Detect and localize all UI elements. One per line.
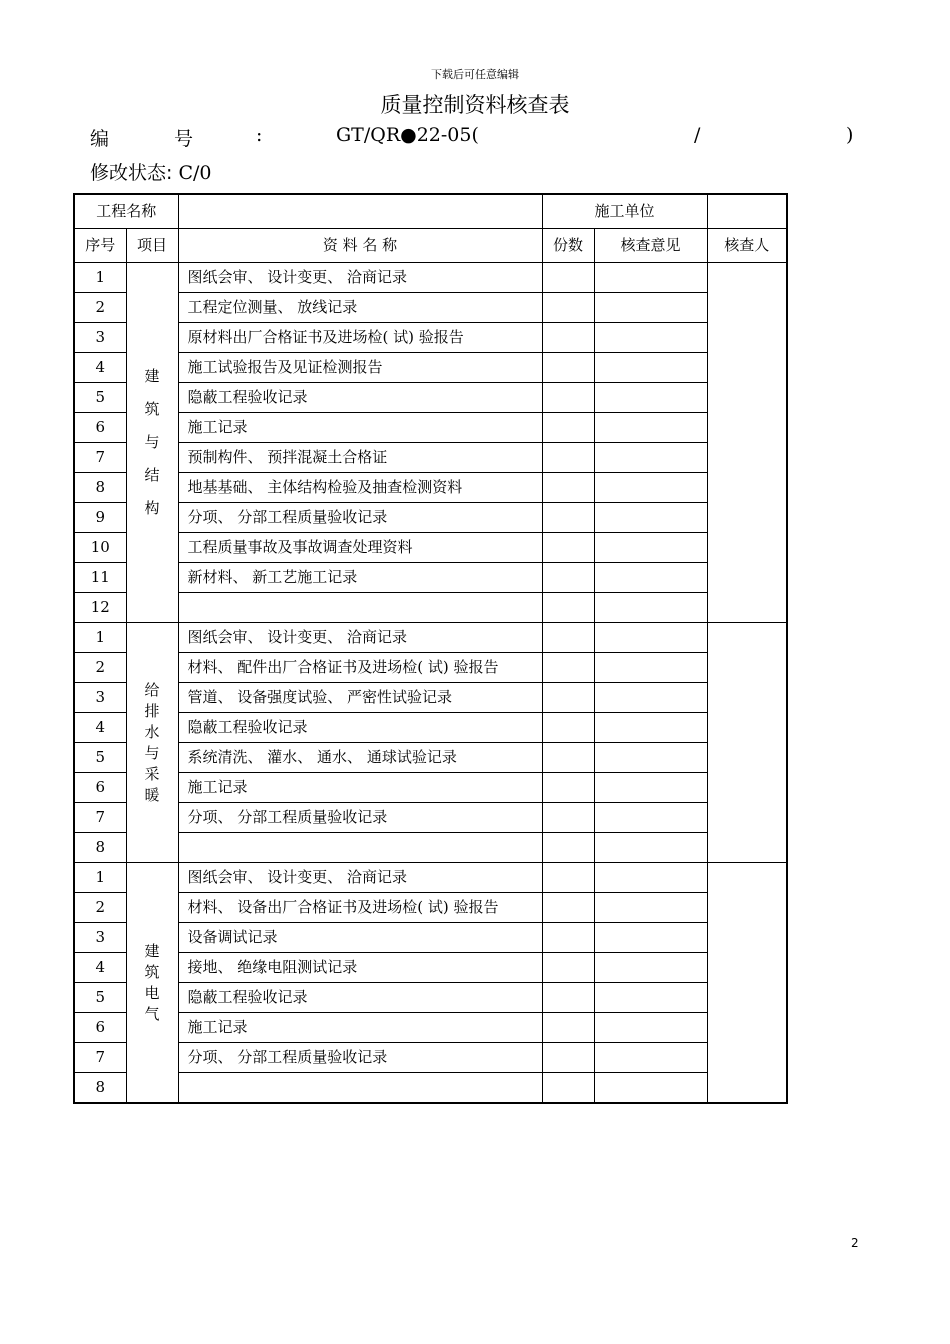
opinion-cell[interactable]: [594, 593, 707, 623]
row-number: 2: [74, 893, 126, 923]
row-number: 5: [74, 383, 126, 413]
row-number: 3: [74, 683, 126, 713]
category-char: 采: [144, 764, 160, 783]
revision-value: C/0: [178, 162, 212, 184]
opinion-cell[interactable]: [594, 1073, 707, 1104]
row-number: 4: [74, 353, 126, 383]
copies-cell[interactable]: [542, 683, 594, 713]
copies-cell[interactable]: [542, 533, 594, 563]
opinion-cell[interactable]: [594, 713, 707, 743]
code-slash: /: [694, 124, 701, 146]
row-number: 7: [74, 803, 126, 833]
row-number: 1: [74, 863, 126, 893]
code-colon: :: [256, 124, 263, 146]
document-name: 分项、 分部工程质量验收记录: [178, 803, 542, 833]
project-name-label: 工程名称: [74, 194, 178, 229]
copies-cell[interactable]: [542, 923, 594, 953]
table-row: [74, 803, 787, 833]
column-header-row: [74, 229, 787, 263]
table-row: [74, 623, 787, 653]
checker-cell[interactable]: [707, 863, 787, 1104]
table-row: [74, 863, 787, 893]
category-char: 与: [144, 433, 160, 451]
copies-cell[interactable]: [542, 473, 594, 503]
col-checker-header: 核查人: [707, 229, 787, 263]
opinion-cell[interactable]: [594, 533, 707, 563]
document-name: 材料、 设备出厂合格证书及进场检( 试) 验报告: [178, 893, 542, 923]
category-cell: [126, 623, 178, 863]
copies-cell[interactable]: [542, 1043, 594, 1073]
col-doc-name-header: 资 料 名 称: [178, 229, 542, 263]
col-opinion-header: 核查意见: [594, 229, 707, 263]
row-number: 5: [74, 743, 126, 773]
table-row: [74, 1043, 787, 1073]
opinion-cell[interactable]: [594, 803, 707, 833]
category-char: 与: [144, 743, 160, 762]
code-row: [90, 124, 860, 150]
copies-cell[interactable]: [542, 383, 594, 413]
document-name: 施工试验报告及见证检测报告: [178, 353, 542, 383]
table-row: [74, 1073, 787, 1104]
category-char: 筑: [144, 400, 160, 418]
table-row: [74, 473, 787, 503]
document-name: 接地、 绝缘电阻测试记录: [178, 953, 542, 983]
row-number: 7: [74, 443, 126, 473]
row-number: 3: [74, 323, 126, 353]
document-name: 地基基础、 主体结构检验及抽查检测资料: [178, 473, 542, 503]
copies-cell[interactable]: [542, 263, 594, 293]
row-number: 1: [74, 263, 126, 293]
row-number: 5: [74, 983, 126, 1013]
opinion-cell[interactable]: [594, 443, 707, 473]
copies-cell[interactable]: [542, 563, 594, 593]
opinion-cell[interactable]: [594, 953, 707, 983]
table-row: [74, 983, 787, 1013]
row-number: 7: [74, 1043, 126, 1073]
code-value: GT/QR●22-05(: [336, 124, 479, 146]
opinion-cell[interactable]: [594, 503, 707, 533]
table-row: [74, 953, 787, 983]
col-seq-header: 序号: [74, 229, 126, 263]
table-row: [74, 1013, 787, 1043]
col-item-header: 项目: [126, 229, 178, 263]
project-row: [74, 194, 787, 229]
category-char: 建: [144, 941, 160, 960]
document-name: 图纸会审、 设计变更、 洽商记录: [178, 263, 542, 293]
document-name: 原材料出厂合格证书及进场检( 试) 验报告: [178, 323, 542, 353]
code-label-1: 编: [90, 128, 110, 150]
copies-cell[interactable]: [542, 503, 594, 533]
table-row: [74, 713, 787, 743]
copies-cell[interactable]: [542, 623, 594, 653]
table-row: [74, 563, 787, 593]
check-table: [73, 193, 788, 1104]
copies-cell[interactable]: [542, 893, 594, 923]
checker-cell[interactable]: [707, 263, 787, 623]
document-name: 分项、 分部工程质量验收记录: [178, 503, 542, 533]
category-char: 气: [144, 1004, 160, 1023]
top-note: 下载后可任意编辑: [431, 68, 519, 81]
table-row: [74, 923, 787, 953]
opinion-cell[interactable]: [594, 353, 707, 383]
opinion-cell[interactable]: [594, 773, 707, 803]
document-name: 设备调试记录: [178, 923, 542, 953]
table-row: [74, 743, 787, 773]
row-number: 4: [74, 713, 126, 743]
construction-unit-value[interactable]: [707, 194, 787, 229]
opinion-cell[interactable]: [594, 653, 707, 683]
category-char: 筑: [144, 962, 160, 981]
copies-cell[interactable]: [542, 863, 594, 893]
row-number: 2: [74, 653, 126, 683]
copies-cell[interactable]: [542, 353, 594, 383]
document-name: 工程定位测量、 放线记录: [178, 293, 542, 323]
document-name: 施工记录: [178, 1013, 542, 1043]
row-number: 3: [74, 923, 126, 953]
page-title: 质量控制资料核查表: [380, 93, 570, 117]
row-number: 11: [74, 563, 126, 593]
opinion-cell[interactable]: [594, 293, 707, 323]
document-name: 预制构件、 预拌混凝土合格证: [178, 443, 542, 473]
document-name: 隐蔽工程验收记录: [178, 383, 542, 413]
copies-cell[interactable]: [542, 803, 594, 833]
col-copies-header: 份数: [542, 229, 594, 263]
row-number: 9: [74, 503, 126, 533]
opinion-cell[interactable]: [594, 263, 707, 293]
opinion-cell[interactable]: [594, 413, 707, 443]
table-row: [74, 413, 787, 443]
copies-cell[interactable]: [542, 953, 594, 983]
document-name: 图纸会审、 设计变更、 洽商记录: [178, 863, 542, 893]
category-char: 给: [144, 680, 160, 699]
document-name: 系统清洗、 灌水、 通水、 通球试验记录: [178, 743, 542, 773]
category-char: 构: [144, 499, 160, 517]
copies-cell[interactable]: [542, 323, 594, 353]
row-number: 10: [74, 533, 126, 563]
opinion-cell[interactable]: [594, 623, 707, 653]
page-number: 2: [851, 1236, 859, 1250]
document-name: 隐蔽工程验收记录: [178, 713, 542, 743]
copies-cell[interactable]: [542, 983, 594, 1013]
opinion-cell[interactable]: [594, 473, 707, 503]
document-name: 管道、 设备强度试验、 严密性试验记录: [178, 683, 542, 713]
opinion-cell[interactable]: [594, 893, 707, 923]
category-char: 结: [144, 466, 160, 484]
table-row: [74, 683, 787, 713]
revision-row: [90, 158, 211, 185]
table-row: [74, 353, 787, 383]
category-char: 建: [144, 367, 160, 385]
document-name: 施工记录: [178, 773, 542, 803]
row-number: 8: [74, 1073, 126, 1104]
opinion-cell[interactable]: [594, 983, 707, 1013]
table-row: [74, 503, 787, 533]
table-row: [74, 263, 787, 293]
table-row: [74, 773, 787, 803]
document-name: 分项、 分部工程质量验收记录: [178, 1043, 542, 1073]
row-number: 1: [74, 623, 126, 653]
row-number: 8: [74, 473, 126, 503]
document-name: [178, 833, 542, 863]
opinion-cell[interactable]: [594, 863, 707, 893]
code-label-2: 号: [174, 128, 194, 150]
table-row: [74, 443, 787, 473]
table-row: [74, 833, 787, 863]
opinion-cell[interactable]: [594, 1043, 707, 1073]
opinion-cell[interactable]: [594, 1013, 707, 1043]
table-row: [74, 323, 787, 353]
document-name: 工程质量事故及事故调查处理资料: [178, 533, 542, 563]
document-name: 新材料、 新工艺施工记录: [178, 563, 542, 593]
category-char: 暖: [144, 785, 160, 804]
table-row: [74, 293, 787, 323]
copies-cell[interactable]: [542, 593, 594, 623]
document-name: 材料、 配件出厂合格证书及进场检( 试) 验报告: [178, 653, 542, 683]
opinion-cell[interactable]: [594, 323, 707, 353]
opinion-cell[interactable]: [594, 833, 707, 863]
row-number: 6: [74, 1013, 126, 1043]
row-number: 12: [74, 593, 126, 623]
row-number: 2: [74, 293, 126, 323]
document-name: 施工记录: [178, 413, 542, 443]
checker-cell[interactable]: [707, 623, 787, 863]
row-number: 8: [74, 833, 126, 863]
opinion-cell[interactable]: [594, 563, 707, 593]
construction-unit-label: 施工单位: [542, 194, 707, 229]
copies-cell[interactable]: [542, 413, 594, 443]
row-number: 6: [74, 413, 126, 443]
copies-cell[interactable]: [542, 443, 594, 473]
copies-cell[interactable]: [542, 773, 594, 803]
table-row: [74, 893, 787, 923]
table-row: [74, 593, 787, 623]
copies-cell[interactable]: [542, 653, 594, 683]
row-number: 6: [74, 773, 126, 803]
opinion-cell[interactable]: [594, 923, 707, 953]
copies-cell[interactable]: [542, 743, 594, 773]
category-char: 水: [144, 722, 160, 741]
document-name: [178, 593, 542, 623]
document-name: [178, 1073, 542, 1104]
row-number: 4: [74, 953, 126, 983]
category-char: 电: [144, 983, 160, 1002]
code-close: ): [846, 124, 854, 146]
copies-cell[interactable]: [542, 293, 594, 323]
copies-cell[interactable]: [542, 833, 594, 863]
category-cell: [126, 863, 178, 1104]
copies-cell[interactable]: [542, 1013, 594, 1043]
category-cell: [126, 263, 178, 623]
opinion-cell[interactable]: [594, 743, 707, 773]
opinion-cell[interactable]: [594, 683, 707, 713]
revision-label: 修改状态:: [90, 162, 173, 184]
category-char: 排: [144, 701, 160, 720]
copies-cell[interactable]: [542, 1073, 594, 1104]
copies-cell[interactable]: [542, 713, 594, 743]
document-name: 图纸会审、 设计变更、 洽商记录: [178, 623, 542, 653]
document-name: 隐蔽工程验收记录: [178, 983, 542, 1013]
table-row: [74, 383, 787, 413]
opinion-cell[interactable]: [594, 383, 707, 413]
table-row: [74, 533, 787, 563]
project-name-value[interactable]: [178, 194, 542, 229]
table-row: [74, 653, 787, 683]
